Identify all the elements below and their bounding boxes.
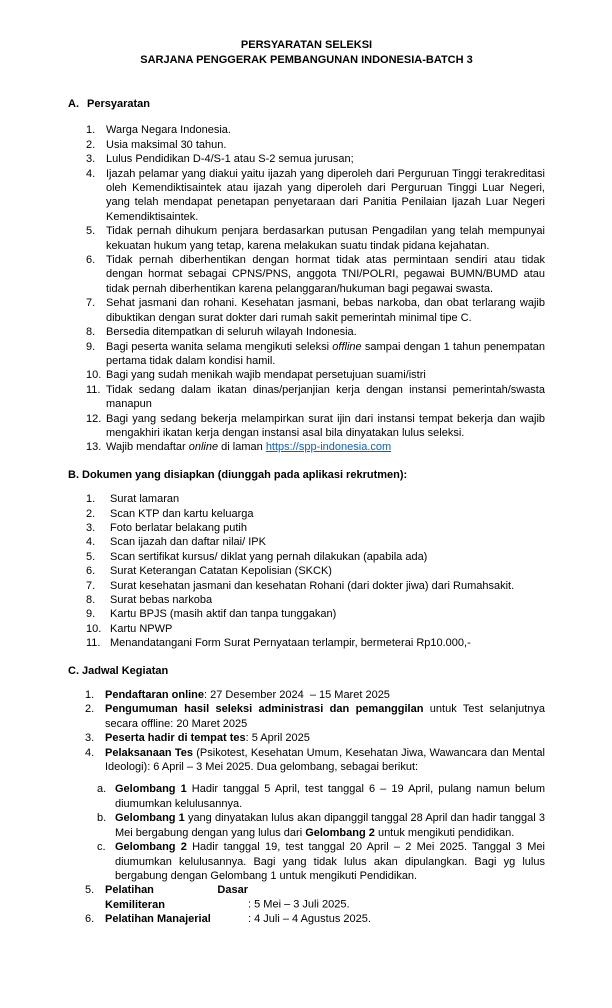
- bold-segment: Gelombang 2: [305, 826, 375, 839]
- bold-segment: Pendaftaran online: [105, 689, 205, 702]
- item-text: Lulus Pendidikan D-4/S-1 atau S-2 semua jurusan;: [106, 153, 354, 166]
- bold-segment: Gelombang 2: [115, 841, 187, 854]
- text-segment: : 4 Juli – 4 Agustus 2025.: [248, 913, 371, 926]
- document-item: [86, 564, 545, 578]
- item-text: Sehat jasmani dan rohani. Kesehatan jasmani, bebas narkoba, dan obat terlarang wajib dibuktikan dengan surat dokter dari rumah sakit pemerintah minimal tipe C.: [106, 297, 545, 324]
- bold-segment: Pengumuman hasil seleksi administrasi dan pemanggilan: [105, 703, 424, 716]
- item-text: Scan KTP dan kartu keluarga: [110, 507, 254, 520]
- section-jadwal: [68, 664, 545, 927]
- section-dokumen: [68, 468, 545, 651]
- bold-segment: Peserta hadir di tempat tes: [105, 732, 246, 745]
- item-number: 11.: [86, 383, 101, 396]
- item-text: [106, 440, 545, 454]
- item-number: 9.: [86, 608, 96, 621]
- item-number: 2.: [86, 507, 96, 520]
- item-text: [115, 840, 545, 883]
- item-text: Surat lamaran: [110, 493, 180, 506]
- item-letter: a.: [97, 783, 107, 796]
- item-text: Warga Negara Indonesia.: [106, 124, 231, 137]
- text-segment: Bagi peserta wanita selama mengikuti seleksi: [106, 340, 333, 353]
- item-number: 7.: [86, 579, 96, 592]
- item-number: 1.: [86, 124, 96, 137]
- section-title: Jadwal Kegiatan: [82, 664, 169, 677]
- document-item: [86, 607, 545, 621]
- text-segment: : 27 Desember 2024 – 15 Maret 2025: [204, 689, 390, 702]
- section-c-heading: [68, 664, 545, 678]
- schedule-item: [85, 912, 545, 926]
- document-item: [86, 579, 545, 593]
- item-number: 7.: [86, 297, 96, 310]
- item-text: [105, 883, 545, 912]
- item-number: 9.: [86, 340, 96, 353]
- item-number: 4.: [86, 536, 96, 549]
- item-text: Bagi yang sudah menikah wajib mendapat persetujuan suami/istri: [106, 369, 426, 382]
- item-number: 8.: [86, 594, 96, 606]
- document-title: [68, 38, 545, 68]
- schedule-subitem: [97, 811, 545, 840]
- item-number: 8.: [86, 326, 96, 339]
- schedule-subitem: [97, 782, 545, 811]
- item-number: 2.: [85, 703, 95, 716]
- item-number: 3.: [85, 732, 95, 745]
- section-letter: A.: [68, 98, 79, 110]
- item-text: Surat Keterangan Catatan Kepolisian (SKCK): [110, 565, 332, 578]
- requirement-item: [86, 152, 545, 166]
- document-item: [86, 550, 545, 564]
- schedule-item: [85, 746, 545, 775]
- section-a-heading: [68, 97, 545, 111]
- item-number: 4.: [86, 167, 96, 180]
- text-segment: untuk Test selanjutnya secara offline: 20 Maret 2025: [105, 703, 546, 730]
- item-text: [105, 731, 545, 745]
- item-number: 3.: [86, 153, 96, 166]
- requirements-list: [86, 123, 545, 454]
- item-text: [105, 912, 545, 926]
- text-segment: yang dinyatakan lulus akan dipanggil tanggal 28 April dan hadir tanggal 3 Mei bergabung dengan yang lulus dari: [115, 812, 545, 839]
- item-text: Menandatangani Form Surat Pernyataan terlampir, bermeterai Rp10.000,-: [110, 637, 471, 650]
- bold-segment: Pelatihan Manajerial: [105, 913, 211, 926]
- section-letter: C.: [68, 664, 79, 677]
- section-persyaratan: [68, 97, 545, 455]
- item-text: Tidak pernah dihukum penjara berdasarkan putusan Pengadilan yang telah mempunyai kekuatan hukum yang tetap, karena melakukan suatu tindak pidana kejahatan.: [106, 225, 545, 252]
- requirement-item: [86, 138, 545, 152]
- bold-segment: Gelombang 1: [115, 812, 185, 825]
- item-text: [105, 688, 545, 702]
- item-text: [115, 782, 545, 811]
- section-title: Dokumen yang disiapkan (diunggah pada aplikasi rekrutmen):: [82, 468, 408, 481]
- item-text: Foto berlatar belakang putih: [110, 521, 247, 534]
- item-number: 5.: [86, 225, 96, 238]
- item-number: 10.: [86, 622, 102, 635]
- section-b-heading: [68, 468, 545, 482]
- requirement-item: [86, 123, 545, 137]
- item-number: 2.: [86, 138, 96, 151]
- item-text: Tidak sedang dalam ikatan dinas/perjanjian kerja dengan instansi pemerintah/swasta manapun: [106, 383, 545, 411]
- item-text: Tidak pernah diberhentikan dengan hormat tidak atas permintaan sendiri atau tidak dengan hormat sebagai CPNS/PNS, anggota TNI/POLRI, pegawai BUMN/BUMD atau tidak pernah diberhentikan karena pelanggaran/hukuman bagi pegawai swasta.: [106, 254, 545, 295]
- document-item: [86, 593, 545, 607]
- documents-list: [86, 492, 545, 650]
- schedule-list: [85, 688, 545, 927]
- requirement-item: [86, 340, 545, 369]
- item-text: [106, 340, 545, 369]
- text-segment: (Psikotest, Kesehatan Umum, Kesehatan Jiwa, Wawancara dan Mental Ideologi): 6 April – 3 Mei 2025. Dua gelombang, sebagai berikut:: [105, 746, 545, 774]
- registration-link[interactable]: https://spp-indonesia.com: [265, 441, 392, 454]
- text-segment: sampai dengan 1 tahun penempatan pertama tidak dalam kondisi hamil.: [106, 340, 545, 367]
- text-segment: : 5 April 2025: [245, 732, 310, 745]
- document-item: [86, 535, 545, 549]
- item-text: [105, 702, 545, 731]
- bold-segment: Pelaksanaan Tes: [105, 746, 194, 759]
- italic-segment: offline: [332, 340, 362, 353]
- text-segment: Hadir tanggal 19, test tanggal 20 April – 2 Mei 2025. Tanggal 3 Mei diumumkan kelulusannya. Bagi yang tidak lulus akan dipulangkan. Bagi yg lulus bergabung dengan Gelombang 1 untuk mengikuti Pendidikan.: [115, 841, 545, 882]
- requirement-item: [86, 440, 545, 454]
- item-number: 13.: [86, 441, 102, 454]
- requirement-item: [86, 253, 545, 296]
- item-number: 6.: [86, 254, 96, 267]
- requirement-item: [86, 296, 545, 325]
- item-number: 6.: [86, 565, 96, 578]
- item-number: 6.: [85, 913, 95, 926]
- item-text: Bersedia ditempatkan di seluruh wilayah Indonesia.: [106, 326, 357, 339]
- item-letter: b.: [97, 812, 107, 825]
- item-number: 10.: [86, 369, 102, 382]
- item-letter: c.: [97, 841, 106, 854]
- item-number: 1.: [85, 689, 95, 702]
- text-segment: : 5 Mei – 3 Juli 2025.: [248, 898, 350, 911]
- text-segment: untuk mengikuti pendidikan.: [374, 826, 515, 839]
- schedule-item: [85, 731, 545, 745]
- bold-segment: Gelombang 1: [115, 783, 187, 796]
- requirement-item: [86, 412, 545, 441]
- schedule-item: [85, 883, 545, 912]
- item-text: Scan ijazah dan daftar nilai/ IPK: [110, 536, 266, 549]
- requirement-item: [86, 368, 545, 382]
- requirement-item: [86, 325, 545, 339]
- item-text: Ijazah pelamar yang diakui yaitu ijazah yang diperoleh dari Perguruan Tinggi terakreditasi oleh Kemendiktisaintek atau ijazah yang diperoleh dari Perguruan Tinggi Luar Negeri, yang telah mendapat penetapan penyetaraan dari Panitia Penilaian Ijazah Luar Negeri Kemendiktisaintek.: [106, 167, 545, 223]
- document-item: [86, 521, 545, 535]
- item-text: Scan sertifikat kursus/ diklat yang pernah dilakukan (apabila ada): [110, 550, 428, 563]
- text-segment: Hadir tanggal 5 April, test tanggal 6 – 19 April, pulang namun belum diumumkan kelulusannya.: [115, 783, 545, 810]
- item-text: Surat bebas narkoba: [110, 594, 213, 606]
- schedule-item: [85, 702, 545, 731]
- document-item: [86, 622, 545, 636]
- item-text: [115, 811, 545, 840]
- item-number: 5.: [85, 884, 95, 897]
- section-letter: B.: [68, 468, 79, 481]
- item-number: 1.: [86, 493, 96, 506]
- section-title: Persyaratan: [87, 98, 150, 110]
- item-text: Usia maksimal 30 tahun.: [106, 138, 227, 151]
- item-number: 4.: [85, 746, 95, 759]
- bold-segment: Pelatihan Dasar Kemiliteran: [105, 884, 248, 911]
- document-item: [86, 507, 545, 521]
- document-item: [86, 636, 545, 650]
- document-title-line2: SARJANA PENGGERAK PEMBANGUNAN INDONESIA-BATCH 3: [140, 54, 473, 66]
- schedule-subitem: [97, 840, 545, 883]
- item-text: Surat kesehatan jasmani dan kesehatan Rohani (dari dokter jiwa) dari Rumahsakit.: [110, 579, 515, 592]
- item-text: Kartu BPJS (masih aktif dan tanpa tunggakan): [110, 608, 337, 621]
- requirement-item: [86, 224, 545, 253]
- item-text: Kartu NPWP: [110, 622, 173, 635]
- italic-segment: online: [188, 441, 219, 454]
- item-number: 3.: [86, 521, 96, 534]
- schedule-sublist: [97, 782, 545, 883]
- item-number: 11.: [86, 637, 101, 650]
- item-text: Bagi yang sedang bekerja melampirkan surat ijin dari instansi tempat bekerja dan wajib mengakhiri ikatan kerja dengan instansi asal bila dinyatakan lulus seleksi.: [106, 412, 545, 439]
- item-text: [105, 746, 545, 775]
- text-segment: Wajib mendaftar: [106, 441, 189, 454]
- item-number: 12.: [86, 412, 102, 425]
- item-number: 5.: [86, 550, 96, 563]
- text-segment: di laman: [218, 441, 266, 454]
- schedule-item: [85, 688, 545, 702]
- document-title-line1: PERSYARATAN SELEKSI: [240, 39, 373, 51]
- document-item: [86, 492, 545, 506]
- requirement-item: [86, 383, 545, 412]
- requirement-item: [86, 167, 545, 225]
